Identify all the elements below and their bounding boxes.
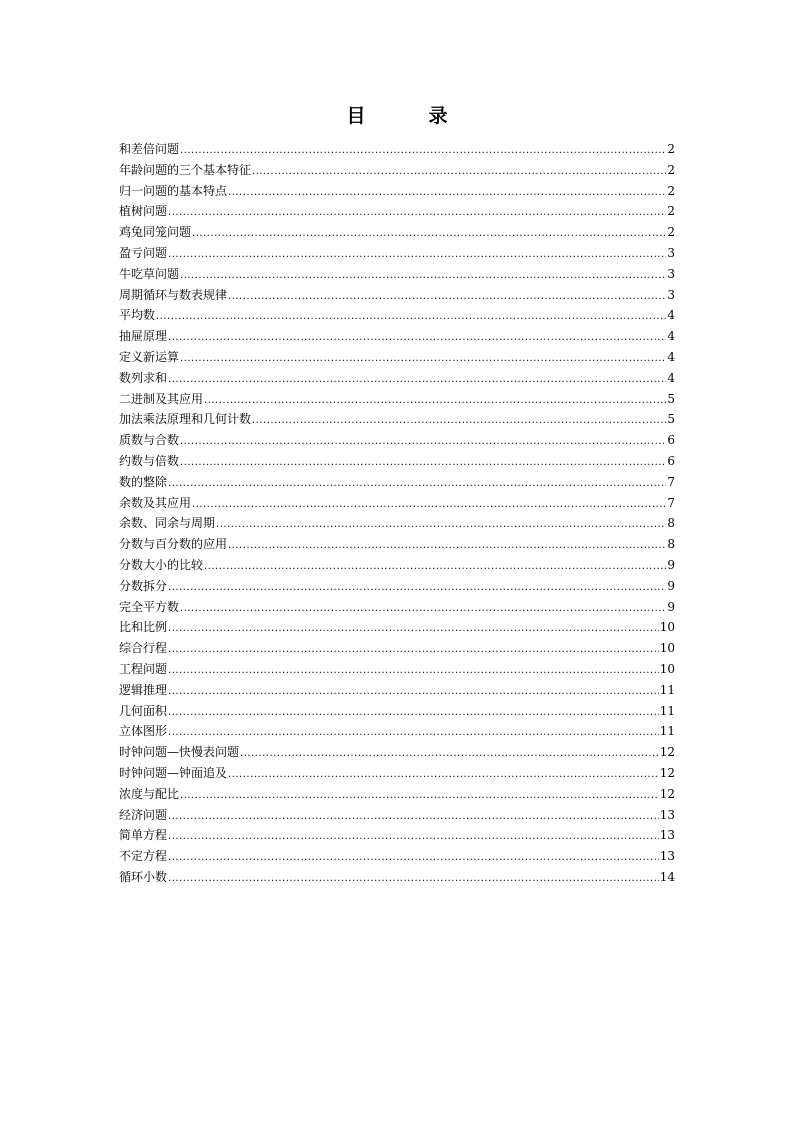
toc-dot-leader: [228, 287, 666, 308]
toc-dot-leader: [180, 599, 666, 620]
toc-dot-leader: [180, 453, 666, 474]
toc-entry-label: 盈亏问题: [119, 245, 168, 260]
toc-entry-label: 浓度与配比: [119, 786, 180, 801]
toc-entry-page-number: 12: [659, 786, 675, 801]
toc-entry-label: 约数与倍数: [119, 453, 180, 468]
toc-entry-label: 余数、同余与周期: [119, 516, 216, 531]
toc-entry[interactable]: [119, 617, 675, 638]
toc-entry-page-number: 9: [667, 599, 675, 614]
toc-entry[interactable]: [119, 846, 675, 867]
toc-entry[interactable]: [119, 222, 675, 243]
toc-dot-leader: [168, 370, 666, 391]
toc-entry-label: 几何面积: [119, 703, 168, 718]
toc-entry[interactable]: [119, 597, 675, 618]
toc-entry[interactable]: [119, 139, 675, 160]
toc-entry-label: 时钟问题—快慢表问题: [119, 745, 240, 760]
toc-entry-page-number: 14: [659, 869, 675, 884]
toc-entry-page-number: 3: [667, 287, 675, 302]
toc-entry-label: 年龄问题的三个基本特征: [119, 162, 252, 177]
toc-dot-leader: [228, 183, 666, 204]
toc-entry-page-number: 2: [667, 204, 675, 219]
toc-entry-label: 分数拆分: [119, 578, 168, 593]
toc-dot-leader: [168, 661, 659, 682]
toc-entry[interactable]: [119, 638, 675, 659]
toc-entry-page-number: 4: [667, 329, 675, 344]
toc-dot-leader: [240, 744, 659, 765]
toc-entry-page-number: 11: [659, 724, 675, 739]
toc-entry-page-number: 12: [659, 745, 675, 760]
toc-dot-leader: [168, 474, 666, 495]
toc-entry-page-number: 5: [667, 412, 675, 427]
toc-dot-leader: [204, 557, 666, 578]
toc-entry[interactable]: [119, 347, 675, 368]
toc-entry[interactable]: [119, 264, 675, 285]
toc-dot-leader: [168, 578, 666, 599]
toc-entry-label: 经济问题: [119, 807, 168, 822]
toc-dot-leader: [168, 619, 659, 640]
toc-entry-page-number: 11: [659, 682, 675, 697]
toc-entry-label: 二进制及其应用: [119, 391, 204, 406]
toc-entry-page-number: 10: [659, 661, 675, 676]
toc-entry[interactable]: [119, 867, 675, 888]
toc-dot-leader: [180, 266, 666, 287]
toc-dot-leader: [180, 349, 666, 370]
toc-entry-label: 植树问题: [119, 204, 168, 219]
toc-dot-leader: [168, 682, 659, 703]
toc-entry-page-number: 4: [667, 308, 675, 323]
toc-entry[interactable]: [119, 493, 675, 514]
toc-entry[interactable]: [119, 513, 675, 534]
toc-entry-label: 牛吃草问题: [119, 266, 180, 281]
toc-entry[interactable]: [119, 576, 675, 597]
toc-entry-page-number: 4: [667, 370, 675, 385]
toc-entry-page-number: 8: [667, 537, 675, 552]
toc-entry[interactable]: [119, 701, 675, 722]
toc-dot-leader: [180, 786, 659, 807]
toc-entry-page-number: 4: [667, 349, 675, 364]
toc-entry[interactable]: [119, 368, 675, 389]
toc-entry-label: 综合行程: [119, 641, 168, 656]
toc-entry-page-number: 8: [667, 516, 675, 531]
toc-dot-leader: [168, 203, 666, 224]
toc-entry[interactable]: [119, 409, 675, 430]
toc-dot-leader: [168, 848, 659, 869]
toc-dot-leader: [252, 411, 666, 432]
toc-entry-page-number: 7: [667, 495, 675, 510]
toc-entry-label: 分数大小的比较: [119, 557, 204, 572]
toc-entry[interactable]: [119, 742, 675, 763]
toc-entry-label: 循环小数: [119, 869, 168, 884]
toc-dot-leader: [228, 536, 666, 557]
toc-entry-label: 鸡兔同笼问题: [119, 225, 192, 240]
toc-entry[interactable]: [119, 451, 675, 472]
toc-entry-label: 定义新运算: [119, 349, 180, 364]
toc-entry-page-number: 10: [659, 620, 675, 635]
toc-entry[interactable]: [119, 784, 675, 805]
toc-entry-page-number: 6: [667, 453, 675, 468]
toc-dot-leader: [168, 328, 666, 349]
toc-entry[interactable]: [119, 472, 675, 493]
toc-entry[interactable]: [119, 243, 675, 264]
toc-dot-leader: [204, 391, 666, 412]
toc-entry-label: 质数与合数: [119, 433, 180, 448]
toc-entry-label: 简单方程: [119, 828, 168, 843]
toc-dot-leader: [192, 224, 666, 245]
toc-dot-leader: [180, 432, 666, 453]
toc-entry-label: 工程问题: [119, 661, 168, 676]
toc-entry[interactable]: [119, 825, 675, 846]
toc-dot-leader: [168, 807, 659, 828]
toc-entry[interactable]: [119, 389, 675, 410]
toc-dot-leader: [180, 141, 666, 162]
toc-entry-label: 周期循环与数表规律: [119, 287, 228, 302]
toc-entry-label: 数的整除: [119, 474, 168, 489]
toc-dot-leader: [228, 765, 659, 786]
toc-dot-leader: [156, 307, 666, 328]
toc-entry-label: 和差倍问题: [119, 142, 180, 156]
toc-entry[interactable]: [119, 326, 675, 347]
toc-entry-page-number: 9: [667, 578, 675, 593]
toc-entry[interactable]: [119, 680, 675, 701]
toc-dot-leader: [168, 723, 659, 744]
toc-dot-leader: [192, 495, 666, 516]
toc-entry-page-number: 11: [659, 703, 675, 718]
toc-entry-label: 比和比例: [119, 620, 168, 635]
toc-entry-page-number: 3: [667, 266, 675, 281]
toc-list: [119, 139, 675, 888]
toc-entry[interactable]: [119, 305, 675, 326]
toc-dot-leader: [168, 245, 666, 266]
toc-entry-page-number: 2: [667, 183, 675, 198]
toc-entry-page-number: 13: [659, 849, 675, 864]
toc-dot-leader: [168, 703, 659, 724]
toc-entry[interactable]: [119, 555, 675, 576]
toc-entry-page-number: 2: [667, 142, 675, 156]
toc-entry-page-number: 9: [667, 557, 675, 572]
toc-entry-label: 平均数: [119, 308, 156, 323]
toc-dot-leader: [168, 827, 659, 848]
toc-entry-label: 归一问题的基本特点: [119, 183, 228, 198]
toc-entry-label: 逻辑推理: [119, 682, 168, 697]
toc-entry-label: 抽屉原理: [119, 329, 168, 344]
toc-entry-page-number: 2: [667, 162, 675, 177]
toc-entry-page-number: 12: [659, 765, 675, 780]
toc-entry[interactable]: [119, 659, 675, 680]
toc-entry-page-number: 3: [667, 245, 675, 260]
toc-dot-leader: [252, 162, 666, 183]
toc-entry[interactable]: [119, 201, 675, 222]
toc-entry-label: 不定方程: [119, 849, 168, 864]
toc-entry[interactable]: [119, 763, 675, 784]
toc-entry-label: 立体图形: [119, 724, 168, 739]
toc-dot-leader: [168, 869, 659, 890]
toc-entry-page-number: 6: [667, 433, 675, 448]
toc-entry-page-number: 13: [659, 828, 675, 843]
toc-entry[interactable]: [119, 534, 675, 555]
toc-entry-page-number: 5: [667, 391, 675, 406]
toc-entry-label: 完全平方数: [119, 599, 180, 614]
toc-entry-label: 分数与百分数的应用: [119, 537, 228, 552]
toc-entry[interactable]: [119, 721, 675, 742]
toc-title: 目 录: [346, 105, 470, 127]
toc-entry[interactable]: [119, 181, 675, 202]
toc-entry-label: 时钟问题—钟面追及: [119, 765, 228, 780]
toc-entry-label: 加法乘法原理和几何计数: [119, 412, 252, 427]
toc-dot-leader: [168, 640, 659, 661]
toc-entry[interactable]: [119, 805, 675, 826]
toc-entry[interactable]: [119, 430, 675, 451]
toc-entry-page-number: 13: [659, 807, 675, 822]
toc-entry-page-number: 10: [659, 641, 675, 656]
toc-entry-page-number: 2: [667, 225, 675, 240]
toc-dot-leader: [216, 515, 666, 536]
toc-entry-label: 数列求和: [119, 370, 168, 385]
toc-entry[interactable]: [119, 285, 675, 306]
toc-entry-page-number: 7: [667, 474, 675, 489]
toc-entry[interactable]: [119, 160, 675, 181]
toc-entry-label: 余数及其应用: [119, 495, 192, 510]
